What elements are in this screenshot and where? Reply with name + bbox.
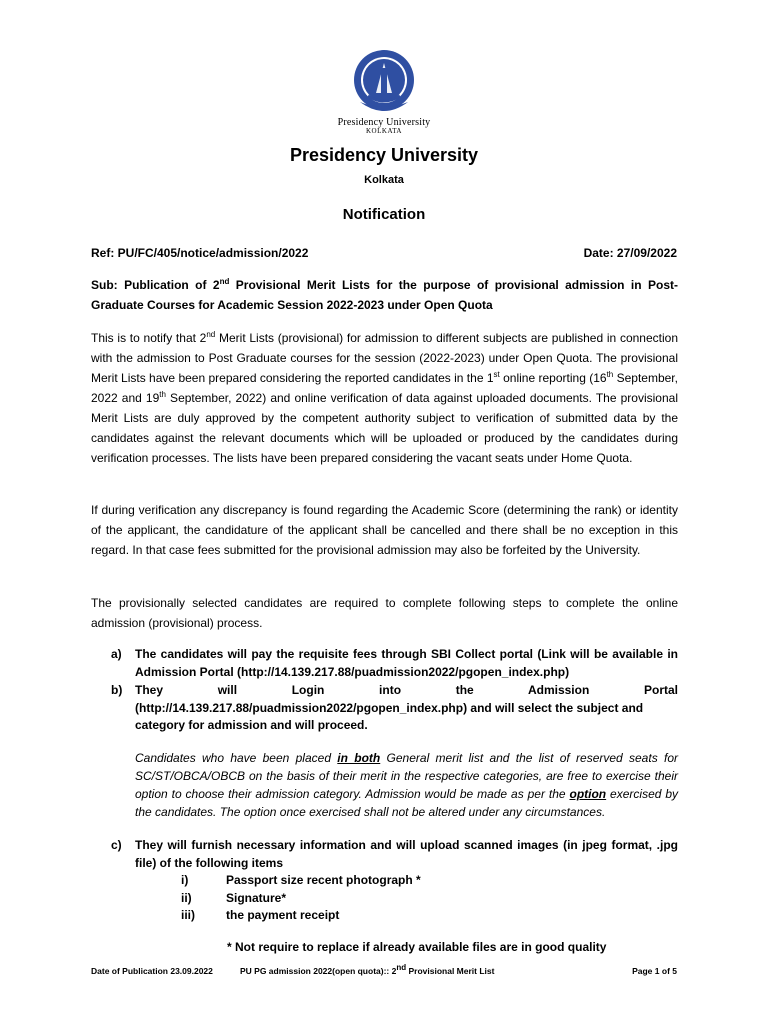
city-subtitle: Kolkata (364, 174, 404, 186)
logo-line-2: KOLKATA (366, 127, 402, 135)
step-c-marker: c) (111, 838, 122, 852)
step-a-text: The candidates will pay the requisite fees through SBI Collect portal (Link will be available in Admission Portal (http://14.139.217.88/puadmission2022/pgopen_index.php) (135, 647, 678, 679)
file-quality-footnote: * Not require to replace if already available files are in good quality (227, 940, 607, 954)
paragraph-discrepancy: If during verification any discrepancy is found regarding the Academic Score (determining the rank) or identity of the applicant, the candidature of the applicant shall be cancelled and there shall be no exception in this regard. In that case fees submitted for the provisional admission may also be forfeited by the University. (91, 503, 678, 557)
step-b-line-1: They will Login into the Admission Portal (135, 683, 678, 697)
notice-date: Date: 27/09/2022 (583, 246, 677, 260)
footer-page-number: Page 1 of 5 (632, 966, 677, 976)
paragraph-merit-lists: This is to notify that 2nd Merit Lists (provisional) for admission to different subjects are published in connection with the admission to Post Graduate courses for the session (2022-2023) under Open Quota. The provisional Merit Lists have been prepared considering the reported candidates in the 1st online reporting (16th September, 2022 and 19th September, 2022) and online verification of data against uploaded documents. The provisional Merit Lists are duly approved by the competent authority subject to verification of submitted data by the candidates against the relevant documents which will be uploaded or produced by the candidates during verification processes. The lists have been prepared considering the vacant seats under Home Quota. (91, 330, 678, 465)
logo-line-1: Presidency University (337, 117, 431, 128)
subject-line: Sub: Publication of 2nd Provisional Merit Lists for the purpose of provisional admission in Post-Graduate Courses for Academic Session 2022-2023 under Open Quota (91, 277, 678, 312)
step-b-line-2: (http://14.139.217.88/puadmission2022/pgopen_index.php) and will select the subject and category for admission and will proceed. (135, 700, 644, 732)
footer-document-title: PU PG admission 2022(open quota):: 2nd Provisional Merit List (240, 963, 495, 976)
step-c-text: They will furnish necessary information and will upload scanned images (in jpeg format, .jpg file) of the following items (135, 838, 678, 870)
step-c (91, 837, 678, 872)
step-b-marker: b) (111, 683, 123, 697)
footer-publication-date: Date of Publication 23.09.2022 (91, 966, 213, 976)
university-title: Presidency University (289, 145, 479, 165)
step-a-marker: a) (111, 647, 122, 661)
reference-number: Ref: PU/FC/405/notice/admission/2022 (91, 246, 309, 260)
step-b (91, 682, 678, 735)
logo-wordmark (300, 117, 468, 135)
category-option-note: Candidates who have been placed in both General merit list and the list of reserved seats for SC/ST/OBCA/OBCB on the basis of their merit in the respective categories, are free to exercise their option to choose their admission category. Admission would be made as per the option exercised by the candidates. The option once exercised shall not be altered under any circumstances. (135, 751, 679, 819)
paragraph-steps-intro: The provisionally selected candidates are required to complete following steps to complete the online admission (provisional) process. (91, 596, 678, 630)
notification-heading: Notification (342, 206, 426, 223)
document-page: Presidency University KOLKATA Presidency University Kolkata Notification Ref: PU/FC/405/notice/admission/2022 Date: 27/09/2022 Sub: Publication of 2nd Provisional Merit Lists for the purpose of provisional admission in Post-Graduate Courses for Academic Session 2022-2023 under Open Quota This is to notify that 2nd Merit Lists (provisional) for admission to different subjects are published in connection with the admission to Post Graduate courses for the session (2022-2023) under Open Quota. The provisional Merit Lists have been prepared considering the reported candidates in the 1st online reporting (16th September, 2022 and 19th September, 2022) and online verification of data against uploaded documents. The provisional Merit Lists are duly approved by the competent authority subject to verification of submitted data by the candidates against the relevant documents which will be uploaded or produced by the candidates during verification processes. The lists have been prepared considering the vacant seats under Home Quota. If during verification any discrepancy is found regarding the Academic Score (determining the rank) or identity of the applicant, the candidature of the applicant shall be cancelled and there shall be no exception in this regard. In that case fees submitted for the provisional admission may also be forfeited by the University. The provisionally selected candidates are required to complete following steps to complete the online admission (provisional) process. a) The candidates will pay the requisite fees through SBI Collect portal (Link will be available in Admission Portal (http://14.139.217.88/puadmission2022/pgopen_index.php) b) They will Login into the Admission Portal (http://14.139.217.88/puadmission2022/pgopen_index.php) and will select the subject and category for admission and will proceed. Candidates who have been placed in both General merit list and the list of reserved seats for SC/ST/OBCA/OBCB on the basis of their merit in the respective categories, are free to exercise their option to choose their admission category. Admission would be made as per the option exercised by the candidates. The option once exercised shall not be altered under any circumstances. c) They will furnish necessary information and will upload scanned images (in jpeg format, .jpg file) of the following items i) Passport size recent photograph * ii) Signature* iii) the payment receipt * Not require to replace if already available files are in good quality Date of Publication 23.09.2022 PU PG admission 2022(open quota):: 2nd Provisional Merit List Page 1 of 5 (0, 0, 768, 1024)
step-a (91, 646, 678, 681)
university-seal-logo (346, 44, 422, 120)
